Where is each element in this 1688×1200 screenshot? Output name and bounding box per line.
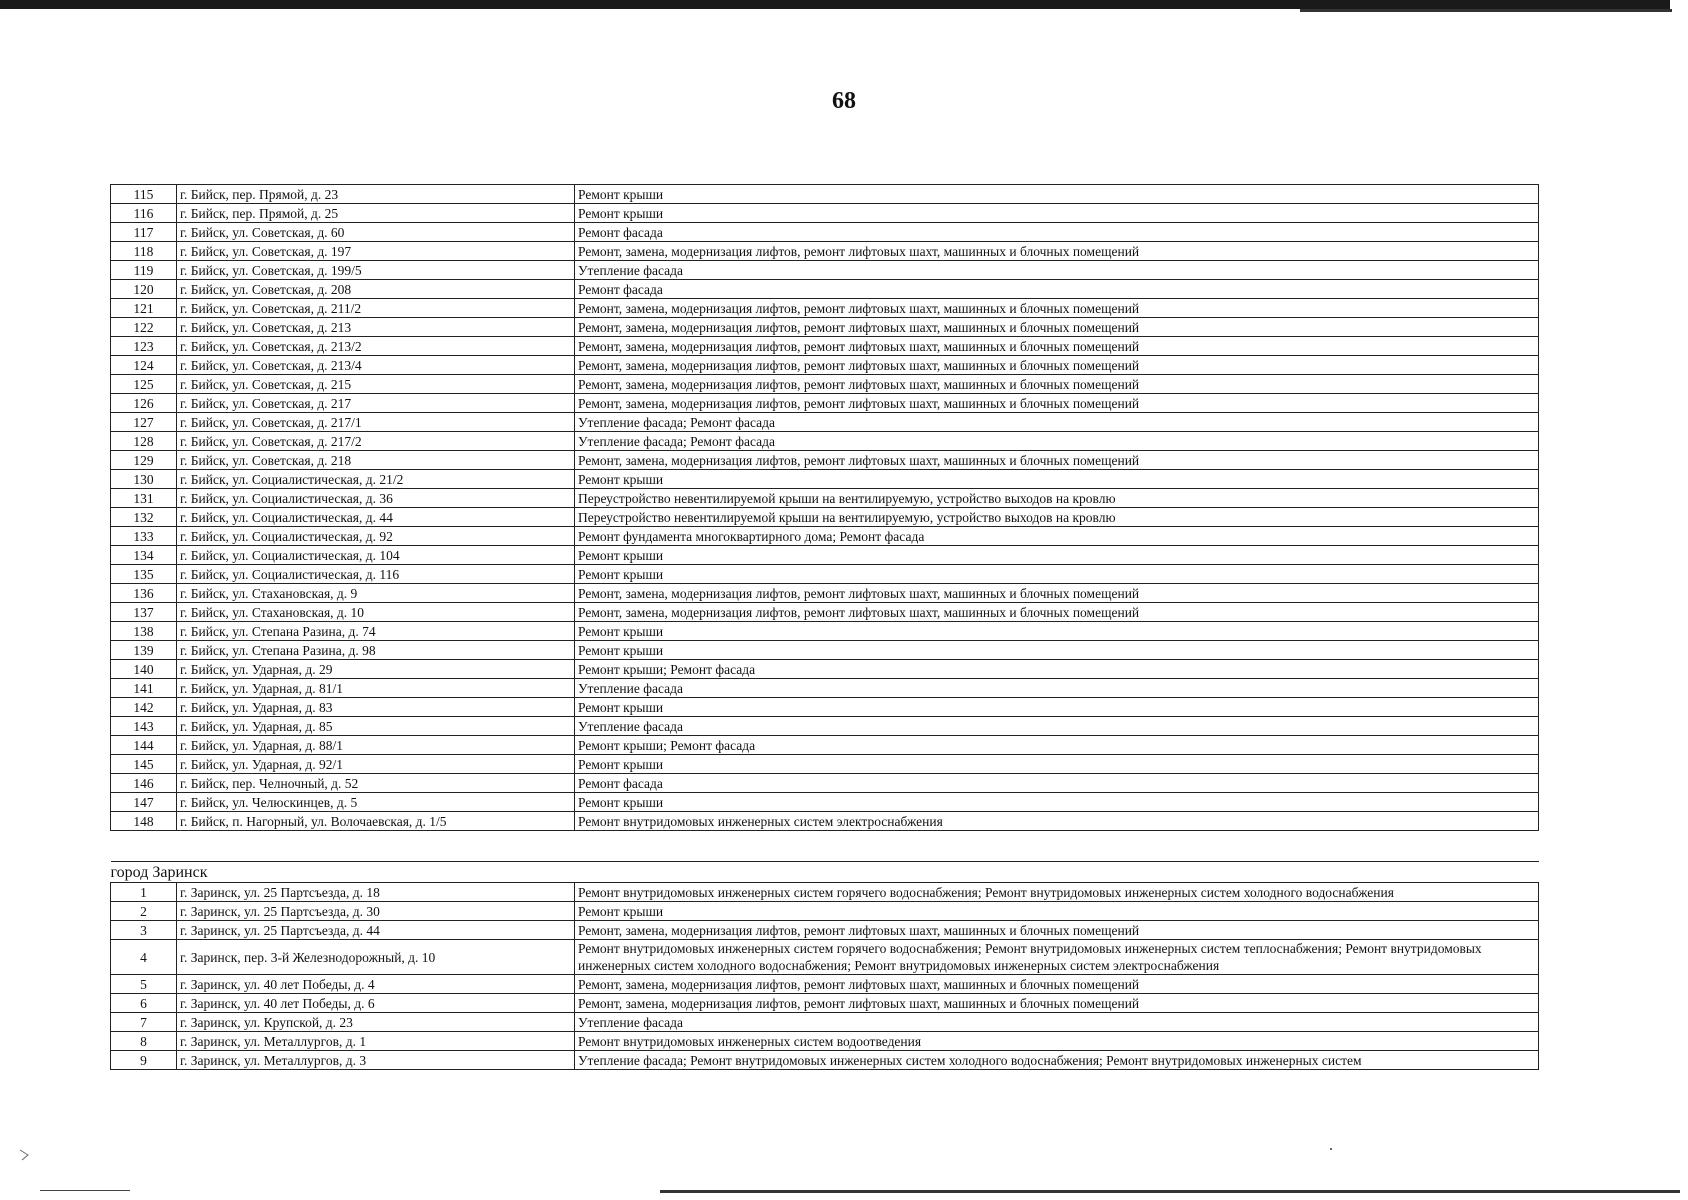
row-work-type: Ремонт крыши: [575, 470, 1539, 489]
row-address: г. Бийск, ул. Социалистическая, д. 36: [177, 489, 575, 508]
row-address: г. Заринск, ул. 25 Партсъезда, д. 18: [177, 883, 575, 902]
table-row: [111, 975, 1539, 994]
table-row: [111, 394, 1539, 413]
scan-mark-icon: [18, 1146, 38, 1166]
row-number: 147: [111, 793, 177, 812]
table-row: [111, 489, 1539, 508]
row-address: г. Бийск, ул. Советская, д. 213: [177, 318, 575, 337]
row-number: 2: [111, 902, 177, 921]
row-number: 134: [111, 546, 177, 565]
row-work-type: Ремонт внутридомовых инженерных систем электроснабжения: [575, 812, 1539, 831]
table-row: [111, 755, 1539, 774]
row-address: г. Бийск, ул. Советская, д. 218: [177, 451, 575, 470]
table-row: [111, 185, 1539, 204]
row-address: г. Заринск, ул. 25 Партсъезда, д. 30: [177, 902, 575, 921]
table-row: [111, 432, 1539, 451]
table-row: [111, 774, 1539, 793]
table-row: [111, 994, 1539, 1013]
row-work-type: Переустройство невентилируемой крыши на вентилируемую, устройство выходов на кровлю: [575, 489, 1539, 508]
row-number: 146: [111, 774, 177, 793]
row-address: г. Бийск, п. Нагорный, ул. Волочаевская, д. 1/5: [177, 812, 575, 831]
row-number: 144: [111, 736, 177, 755]
row-work-type: Утепление фасада: [575, 717, 1539, 736]
table-row: [111, 717, 1539, 736]
table-row: [111, 242, 1539, 261]
row-address: г. Заринск, ул. Металлургов, д. 3: [177, 1051, 575, 1070]
row-number: 145: [111, 755, 177, 774]
row-number: 6: [111, 994, 177, 1013]
row-number: 132: [111, 508, 177, 527]
row-address: г. Бийск, ул. Социалистическая, д. 92: [177, 527, 575, 546]
row-work-type: Ремонт крыши: [575, 622, 1539, 641]
spacer-row: [111, 831, 1539, 862]
row-address: г. Бийск, ул. Степана Разина, д. 74: [177, 622, 575, 641]
row-number: 133: [111, 527, 177, 546]
row-number: 5: [111, 975, 177, 994]
table-row: [111, 883, 1539, 902]
table-row: [111, 223, 1539, 242]
row-number: 142: [111, 698, 177, 717]
row-work-type: Утепление фасада; Ремонт фасада: [575, 413, 1539, 432]
row-work-type: Ремонт, замена, модернизация лифтов, ремонт лифтовых шахт, машинных и блочных помещений: [575, 994, 1539, 1013]
row-work-type: Ремонт, замена, модернизация лифтов, ремонт лифтовых шахт, машинных и блочных помещений: [575, 921, 1539, 940]
table-row: [111, 679, 1539, 698]
row-address: г. Бийск, пер. Прямой, д. 23: [177, 185, 575, 204]
row-number: 7: [111, 1013, 177, 1032]
row-work-type: Ремонт, замена, модернизация лифтов, ремонт лифтовых шахт, машинных и блочных помещений: [575, 299, 1539, 318]
row-number: 8: [111, 1032, 177, 1051]
row-work-type: Утепление фасада; Ремонт внутридомовых инженерных систем холодного водоснабжения; Ремонт внутридомовых инженерных систем: [575, 1051, 1539, 1070]
table-row: [111, 1013, 1539, 1032]
table-row: [111, 413, 1539, 432]
row-address: г. Заринск, ул. Крупской, д. 23: [177, 1013, 575, 1032]
row-address: г. Бийск, ул. Советская, д. 60: [177, 223, 575, 242]
row-number: 136: [111, 584, 177, 603]
table-row: [111, 565, 1539, 584]
page-number: 68: [832, 88, 856, 114]
row-number: 143: [111, 717, 177, 736]
row-address: г. Бийск, ул. Ударная, д. 29: [177, 660, 575, 679]
table-row: [111, 660, 1539, 679]
row-work-type: Ремонт внутридомовых инженерных систем горячего водоснабжения; Ремонт внутридомовых инженерных систем холодного водоснабжения: [575, 883, 1539, 902]
table-row: [111, 603, 1539, 622]
table-row: [111, 812, 1539, 831]
scan-mark: [18, 1146, 38, 1171]
row-address: г. Бийск, ул. Советская, д. 217/1: [177, 413, 575, 432]
row-number: 137: [111, 603, 177, 622]
row-number: 1: [111, 883, 177, 902]
row-work-type: Ремонт крыши: [575, 565, 1539, 584]
row-number: 4: [111, 940, 177, 975]
table-row: [111, 902, 1539, 921]
row-number: 138: [111, 622, 177, 641]
row-work-type: Ремонт, замена, модернизация лифтов, ремонт лифтовых шахт, машинных и блочных помещений: [575, 337, 1539, 356]
row-address: г. Бийск, ул. Советская, д. 199/5: [177, 261, 575, 280]
row-address: г. Бийск, ул. Челюскинцев, д. 5: [177, 793, 575, 812]
row-work-type: Ремонт, замена, модернизация лифтов, ремонт лифтовых шахт, машинных и блочных помещений: [575, 603, 1539, 622]
table-row: [111, 641, 1539, 660]
row-work-type: Ремонт крыши: [575, 755, 1539, 774]
row-number: 122: [111, 318, 177, 337]
row-number: 118: [111, 242, 177, 261]
table-row: [111, 921, 1539, 940]
row-address: г. Бийск, ул. Степана Разина, д. 98: [177, 641, 575, 660]
row-work-type: Ремонт, замена, модернизация лифтов, ремонт лифтовых шахт, машинных и блочных помещений: [575, 356, 1539, 375]
table-row: [111, 698, 1539, 717]
row-work-type: Переустройство невентилируемой крыши на вентилируемую, устройство выходов на кровлю: [575, 508, 1539, 527]
row-address: г. Бийск, ул. Ударная, д. 88/1: [177, 736, 575, 755]
row-number: 141: [111, 679, 177, 698]
row-work-type: Ремонт крыши; Ремонт фасада: [575, 736, 1539, 755]
row-work-type: Утепление фасада; Ремонт фасада: [575, 432, 1539, 451]
row-address: г. Заринск, ул. Металлургов, д. 1: [177, 1032, 575, 1051]
row-number: 115: [111, 185, 177, 204]
row-number: 125: [111, 375, 177, 394]
section-row: [111, 862, 1539, 883]
table-row: [111, 527, 1539, 546]
row-address: г. Бийск, ул. Стахановская, д. 9: [177, 584, 575, 603]
row-work-type: Ремонт, замена, модернизация лифтов, ремонт лифтовых шахт, машинных и блочных помещений: [575, 451, 1539, 470]
table-row: [111, 318, 1539, 337]
row-address: г. Бийск, ул. Советская, д. 211/2: [177, 299, 575, 318]
row-number: 139: [111, 641, 177, 660]
row-address: г. Бийск, ул. Советская, д. 208: [177, 280, 575, 299]
scan-edge-top: [0, 0, 1670, 9]
row-number: 128: [111, 432, 177, 451]
row-work-type: Ремонт, замена, модернизация лифтов, ремонт лифтовых шахт, машинных и блочных помещений: [575, 394, 1539, 413]
row-address: г. Бийск, ул. Советская, д. 217/2: [177, 432, 575, 451]
row-address: г. Бийск, ул. Советская, д. 215: [177, 375, 575, 394]
table-body-biysk: [111, 185, 1539, 831]
table-row: [111, 375, 1539, 394]
row-address: г. Бийск, пер. Челночный, д. 52: [177, 774, 575, 793]
scan-dot: [1330, 1148, 1332, 1150]
row-work-type: Ремонт фасада: [575, 223, 1539, 242]
row-number: 127: [111, 413, 177, 432]
row-work-type: Ремонт крыши: [575, 185, 1539, 204]
table-row: [111, 793, 1539, 812]
row-work-type: Ремонт внутридомовых инженерных систем горячего водоснабжения; Ремонт внутридомовых инженерных систем теплоснабжения; Ремонт внутридомовых инженерных систем холодного водоснабжения; Ремонт внутридомовых инженерных систем электроснабжения: [575, 940, 1539, 975]
row-work-type: Ремонт, замена, модернизация лифтов, ремонт лифтовых шахт, машинных и блочных помещений: [575, 242, 1539, 261]
table-row: [111, 280, 1539, 299]
scan-edge-bottom-right: [660, 1190, 1680, 1193]
row-work-type: Утепление фасада: [575, 261, 1539, 280]
row-work-type: Ремонт, замена, модернизация лифтов, ремонт лифтовых шахт, машинных и блочных помещений: [575, 975, 1539, 994]
row-address: г. Заринск, ул. 40 лет Победы, д. 4: [177, 975, 575, 994]
row-address: г. Бийск, ул. Советская, д. 217: [177, 394, 575, 413]
row-address: г. Бийск, пер. Прямой, д. 25: [177, 204, 575, 223]
scan-edge-top-thin: [1300, 9, 1672, 12]
row-number: 9: [111, 1051, 177, 1070]
row-number: 131: [111, 489, 177, 508]
row-address: г. Бийск, ул. Советская, д. 213/4: [177, 356, 575, 375]
row-work-type: Ремонт фасада: [575, 774, 1539, 793]
table-row: [111, 299, 1539, 318]
table-row: [111, 337, 1539, 356]
row-address: г. Бийск, ул. Ударная, д. 83: [177, 698, 575, 717]
row-number: 129: [111, 451, 177, 470]
row-address: г. Бийск, ул. Ударная, д. 85: [177, 717, 575, 736]
row-number: 117: [111, 223, 177, 242]
row-work-type: Ремонт крыши: [575, 793, 1539, 812]
repair-table: [110, 184, 1539, 1070]
row-work-type: Ремонт внутридомовых инженерных систем водоотведения: [575, 1032, 1539, 1051]
table-row: [111, 736, 1539, 755]
section-title: город Заринск: [111, 862, 1539, 883]
table-row: [111, 261, 1539, 280]
table-body-zarinsk: [111, 883, 1539, 1070]
row-work-type: Ремонт крыши: [575, 546, 1539, 565]
row-work-type: Ремонт, замена, модернизация лифтов, ремонт лифтовых шахт, машинных и блочных помещений: [575, 375, 1539, 394]
repair-table-wrap: [110, 184, 1538, 1070]
row-number: 124: [111, 356, 177, 375]
table-row: [111, 204, 1539, 223]
row-address: г. Бийск, ул. Социалистическая, д. 104: [177, 546, 575, 565]
row-address: г. Бийск, ул. Ударная, д. 81/1: [177, 679, 575, 698]
row-address: г. Заринск, пер. 3-й Железнодорожный, д. 10: [177, 940, 575, 975]
row-work-type: Ремонт фасада: [575, 280, 1539, 299]
row-address: г. Бийск, ул. Ударная, д. 92/1: [177, 755, 575, 774]
row-number: 119: [111, 261, 177, 280]
row-number: 120: [111, 280, 177, 299]
row-work-type: Ремонт, замена, модернизация лифтов, ремонт лифтовых шахт, машинных и блочных помещений: [575, 318, 1539, 337]
row-number: 126: [111, 394, 177, 413]
row-number: 121: [111, 299, 177, 318]
row-work-type: Ремонт крыши: [575, 698, 1539, 717]
row-work-type: Ремонт крыши: [575, 641, 1539, 660]
row-work-type: Ремонт крыши: [575, 902, 1539, 921]
table-row: [111, 451, 1539, 470]
table-row: [111, 1032, 1539, 1051]
row-number: 116: [111, 204, 177, 223]
row-work-type: Утепление фасада: [575, 679, 1539, 698]
row-number: 148: [111, 812, 177, 831]
row-address: г. Бийск, ул. Социалистическая, д. 44: [177, 508, 575, 527]
row-work-type: Ремонт крыши: [575, 204, 1539, 223]
table-row: [111, 1051, 1539, 1070]
row-work-type: Утепление фасада: [575, 1013, 1539, 1032]
scan-edge-bottom-left: [40, 1190, 130, 1191]
row-number: 140: [111, 660, 177, 679]
row-number: 123: [111, 337, 177, 356]
table-row: [111, 508, 1539, 527]
row-number: 3: [111, 921, 177, 940]
section-gap: [111, 831, 1539, 883]
row-address: г. Бийск, ул. Советская, д. 213/2: [177, 337, 575, 356]
row-address: г. Заринск, ул. 25 Партсъезда, д. 44: [177, 921, 575, 940]
row-work-type: Ремонт крыши; Ремонт фасада: [575, 660, 1539, 679]
row-address: г. Заринск, ул. 40 лет Победы, д. 6: [177, 994, 575, 1013]
table-row: [111, 622, 1539, 641]
table-row: [111, 940, 1539, 975]
row-number: 130: [111, 470, 177, 489]
table-row: [111, 356, 1539, 375]
row-address: г. Бийск, ул. Стахановская, д. 10: [177, 603, 575, 622]
table-row: [111, 470, 1539, 489]
row-address: г. Бийск, ул. Социалистическая, д. 116: [177, 565, 575, 584]
row-number: 135: [111, 565, 177, 584]
row-work-type: Ремонт фундамента многоквартирного дома; Ремонт фасада: [575, 527, 1539, 546]
row-address: г. Бийск, ул. Советская, д. 197: [177, 242, 575, 261]
table-row: [111, 584, 1539, 603]
row-work-type: Ремонт, замена, модернизация лифтов, ремонт лифтовых шахт, машинных и блочных помещений: [575, 584, 1539, 603]
table-row: [111, 546, 1539, 565]
row-address: г. Бийск, ул. Социалистическая, д. 21/2: [177, 470, 575, 489]
